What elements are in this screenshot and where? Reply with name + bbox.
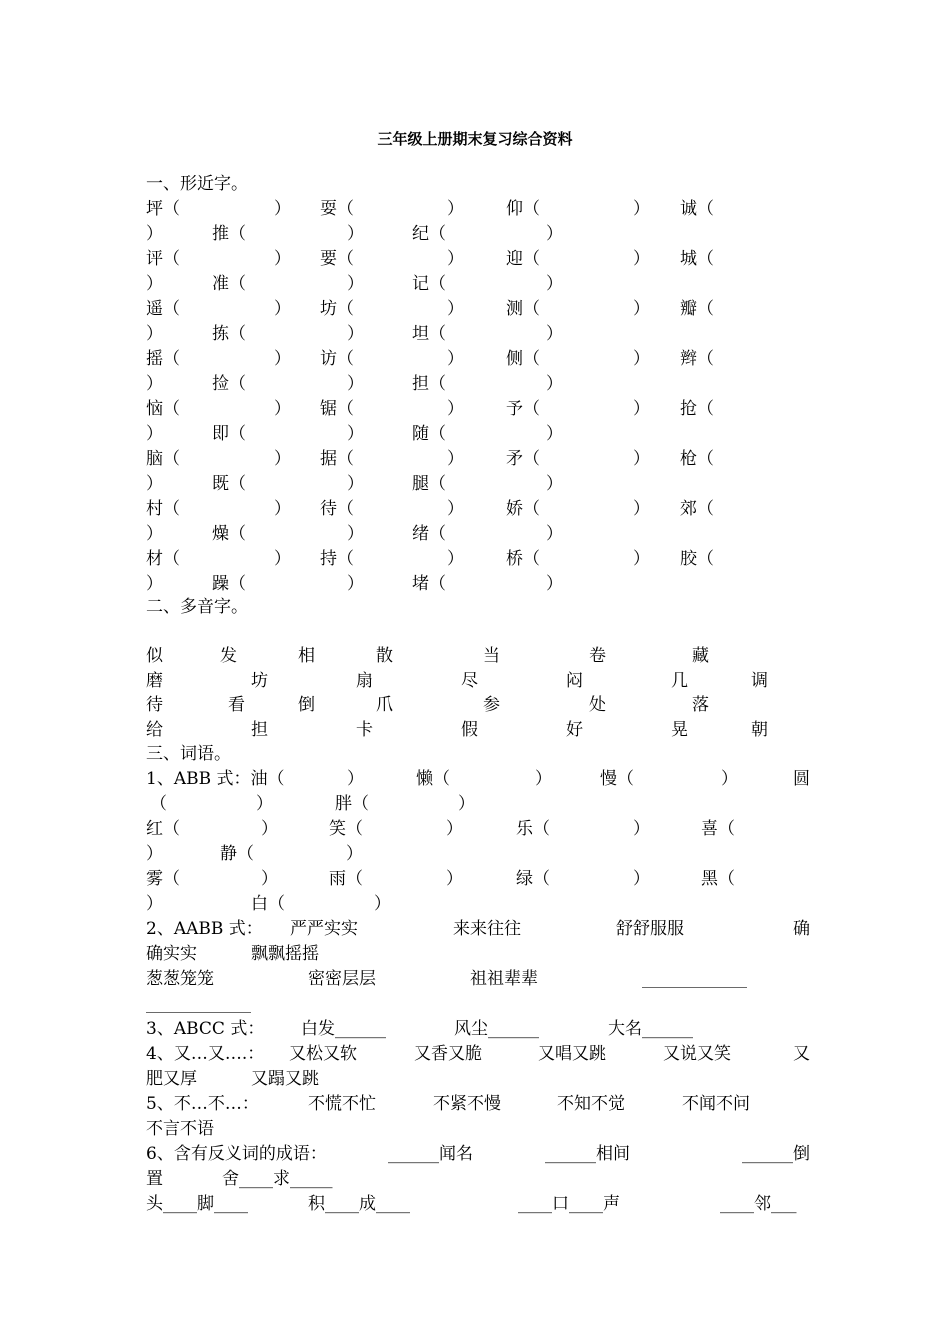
row-text: ） xyxy=(146,274,163,294)
fanyi-line: 置 舍____求_____ xyxy=(146,1169,333,1189)
polyphone-char: 闷 xyxy=(566,671,583,691)
row-text: ） xyxy=(347,224,364,244)
row-text: 迎（ xyxy=(506,249,540,269)
abb-line: （ ） 胖（ ） xyxy=(150,794,475,814)
polyphone-char: 几 xyxy=(671,671,688,691)
row-text: ） xyxy=(633,199,650,219)
row-text: 推（ xyxy=(212,224,246,244)
similar-char-row xyxy=(146,472,810,497)
polyphone-char: 发 xyxy=(220,646,237,666)
row-text: 持（ xyxy=(320,549,354,569)
row-text: 准（ xyxy=(212,274,246,294)
row-text: 桥（ xyxy=(506,549,540,569)
similar-char-row xyxy=(146,297,810,322)
similar-char-row xyxy=(146,547,810,572)
row-text: ） xyxy=(347,474,364,494)
polyphone-char: 待 xyxy=(146,695,163,715)
row-text: ） xyxy=(546,324,563,344)
polyphone-char: 坊 xyxy=(251,671,268,691)
aabb-line: 2、AABB 式： 严严实实 来来往往 舒舒服服 确 xyxy=(146,919,810,939)
row-text: 担（ xyxy=(412,374,446,394)
row-text: ） xyxy=(347,574,364,594)
polyphone-char: 似 xyxy=(146,646,163,666)
aabb-line: 确实实 飘飘摇摇 xyxy=(146,944,319,964)
row-text: 随（ xyxy=(412,424,446,444)
row-text: ） xyxy=(546,474,563,494)
polyphone-char: 好 xyxy=(566,720,583,740)
abcc-line: 3、ABCC 式： 白发______ 风尘______ 大名______ xyxy=(146,1019,693,1039)
row-text: 枪（ xyxy=(680,449,714,469)
abb-line: 雾（ ） 雨（ ） 绿（ ） 黑（ xyxy=(146,869,735,889)
polyphone-char: 处 xyxy=(589,695,606,715)
row-text: ） xyxy=(347,324,364,344)
row-text: ） xyxy=(633,499,650,519)
row-text: 即（ xyxy=(212,424,246,444)
row-text: ） xyxy=(347,274,364,294)
similar-char-row xyxy=(146,397,810,422)
row-text: 锯（ xyxy=(320,399,354,419)
row-text: 城（ xyxy=(680,249,714,269)
polyphone-row xyxy=(146,644,810,669)
polyphone-char: 相 xyxy=(298,646,315,666)
row-text: ） xyxy=(274,349,291,369)
row-text: 胶（ xyxy=(680,549,714,569)
row-text: 材（ xyxy=(146,549,180,569)
row-text: 捡（ xyxy=(212,374,246,394)
row-text: ） xyxy=(633,449,650,469)
row-text: ） xyxy=(274,549,291,569)
polyphone-char: 卷 xyxy=(589,646,606,666)
row-text: ） xyxy=(447,399,464,419)
polyphone-row xyxy=(146,718,810,743)
similar-char-row xyxy=(146,422,810,447)
similar-char-row xyxy=(146,447,810,472)
row-text: 脑（ xyxy=(146,449,180,469)
row-text: 坪（ xyxy=(146,199,180,219)
row-text: ） xyxy=(546,424,563,444)
row-text: 遥（ xyxy=(146,299,180,319)
row-text: 瓣（ xyxy=(680,299,714,319)
fanyi-line: 头____脚____ 积____成____ ____口____声 ____邻___ xyxy=(146,1194,797,1214)
row-text: 拣（ xyxy=(212,324,246,344)
aabb-line: ______________ xyxy=(146,995,251,1013)
row-text: ） xyxy=(447,549,464,569)
section-heading: 二、多音字。 xyxy=(146,597,248,617)
section-heading: 三、词语。 xyxy=(146,744,231,764)
row-text: ） xyxy=(274,499,291,519)
you-line: 4、又…又….： 又松又软 又香又脆 又唱又跳 又说又笑 又 xyxy=(146,1044,810,1064)
row-text: 测（ xyxy=(506,299,540,319)
polyphone-char: 担 xyxy=(251,720,268,740)
row-text: 予（ xyxy=(506,399,540,419)
section-heading: 一、形近字。 xyxy=(146,174,248,194)
row-text: ） xyxy=(546,374,563,394)
polyphone-char: 假 xyxy=(461,720,478,740)
row-text: 辫（ xyxy=(680,349,714,369)
similar-char-row xyxy=(146,497,810,522)
row-text: 坊（ xyxy=(320,299,354,319)
similar-char-row xyxy=(146,322,810,347)
row-text: 绪（ xyxy=(412,524,446,544)
polyphone-char: 磨 xyxy=(146,671,163,691)
polyphone-char: 看 xyxy=(228,695,245,715)
row-text: ） xyxy=(347,524,364,544)
row-text: 评（ xyxy=(146,249,180,269)
row-text: 郊（ xyxy=(680,499,714,519)
page-title: 三年级上册期末复习综合资料 xyxy=(377,130,573,148)
row-text: 娇（ xyxy=(506,499,540,519)
row-text: ） xyxy=(447,199,464,219)
row-text: ） xyxy=(274,449,291,469)
row-text: 仰（ xyxy=(506,199,540,219)
similar-char-row xyxy=(146,572,810,597)
row-text: ） xyxy=(447,299,464,319)
polyphone-char: 朝 xyxy=(751,720,768,740)
bu-line: 5、不…不…： 不慌不忙 不紧不慢 不知不觉 不闻不问 xyxy=(146,1094,750,1114)
row-text: ） xyxy=(546,274,563,294)
polyphone-char: 给 xyxy=(146,720,163,740)
row-text: ） xyxy=(146,424,163,444)
row-text: 恼（ xyxy=(146,399,180,419)
you-line: 肥又厚 又蹋又跳 xyxy=(146,1069,319,1089)
polyphone-char: 藏 xyxy=(692,646,709,666)
polyphone-char: 尽 xyxy=(461,671,478,691)
polyphone-char: 落 xyxy=(692,695,709,715)
abb-line: 1、ABB 式：油（ ） 懒（ ） 慢（ ） 圆 xyxy=(146,769,810,789)
aabb-line: 葱葱笼笼 密密层层 祖祖辈辈 ______________ xyxy=(146,969,747,989)
row-text: 要（ xyxy=(320,249,354,269)
similar-char-row xyxy=(146,247,810,272)
polyphone-row xyxy=(146,693,810,718)
polyphone-row xyxy=(146,669,810,694)
abb-line: ） 白（ ） xyxy=(146,894,391,914)
similar-char-row xyxy=(146,222,810,247)
row-text: ） xyxy=(633,249,650,269)
row-text: ） xyxy=(447,449,464,469)
row-text: ） xyxy=(347,424,364,444)
row-text: 腿（ xyxy=(412,474,446,494)
row-text: 躁（ xyxy=(212,574,246,594)
row-text: 村（ xyxy=(146,499,180,519)
row-text: ） xyxy=(447,499,464,519)
row-text: 侧（ xyxy=(506,349,540,369)
row-text: 耍（ xyxy=(320,199,354,219)
row-text: ） xyxy=(546,224,563,244)
row-text: ） xyxy=(274,299,291,319)
similar-char-row xyxy=(146,272,810,297)
row-text: ） xyxy=(146,224,163,244)
row-text: ） xyxy=(546,574,563,594)
similar-char-row xyxy=(146,372,810,397)
polyphone-char: 扇 xyxy=(356,671,373,691)
row-text: 记（ xyxy=(412,274,446,294)
row-text: ） xyxy=(633,349,650,369)
row-text: ） xyxy=(146,574,163,594)
polyphone-char: 参 xyxy=(483,695,500,715)
row-text: ） xyxy=(633,549,650,569)
row-text: 据（ xyxy=(320,449,354,469)
row-text: ） xyxy=(633,399,650,419)
polyphone-char: 调 xyxy=(751,671,768,691)
row-text: 抢（ xyxy=(680,399,714,419)
row-text: 待（ xyxy=(320,499,354,519)
row-text: 摇（ xyxy=(146,349,180,369)
fanyi-line: 6、含有反义词的成语： ______闻名 ______相间 ______倒 xyxy=(146,1144,810,1164)
polyphone-char: 散 xyxy=(376,646,393,666)
similar-char-row xyxy=(146,347,810,372)
row-text: ） xyxy=(274,199,291,219)
row-text: ） xyxy=(633,299,650,319)
row-text: ） xyxy=(146,524,163,544)
row-text: 坦（ xyxy=(412,324,446,344)
row-text: ） xyxy=(146,474,163,494)
row-text: 矛（ xyxy=(506,449,540,469)
polyphone-char: 当 xyxy=(483,646,500,666)
similar-char-row xyxy=(146,197,810,222)
polyphone-char: 晃 xyxy=(671,720,688,740)
row-text: ） xyxy=(546,524,563,544)
row-text: ） xyxy=(146,324,163,344)
polyphone-char: 倒 xyxy=(298,695,315,715)
row-text: 堵（ xyxy=(412,574,446,594)
abb-line: 红（ ） 笑（ ） 乐（ ） 喜（ xyxy=(146,819,735,839)
row-text: ） xyxy=(347,374,364,394)
polyphone-char: 爪 xyxy=(376,695,393,715)
similar-char-row xyxy=(146,522,810,547)
row-text: ） xyxy=(274,399,291,419)
row-text: 诚（ xyxy=(680,199,714,219)
row-text: 访（ xyxy=(320,349,354,369)
abb-line: ） 静（ ） xyxy=(146,844,363,864)
polyphone-char: 卡 xyxy=(356,720,373,740)
row-text: 纪（ xyxy=(412,224,446,244)
row-text: ） xyxy=(447,249,464,269)
row-text: 燥（ xyxy=(212,524,246,544)
row-text: 既（ xyxy=(212,474,246,494)
row-text: ） xyxy=(146,374,163,394)
row-text: ） xyxy=(447,349,464,369)
bu-line: 不言不语 xyxy=(146,1119,214,1139)
row-text: ） xyxy=(274,249,291,269)
